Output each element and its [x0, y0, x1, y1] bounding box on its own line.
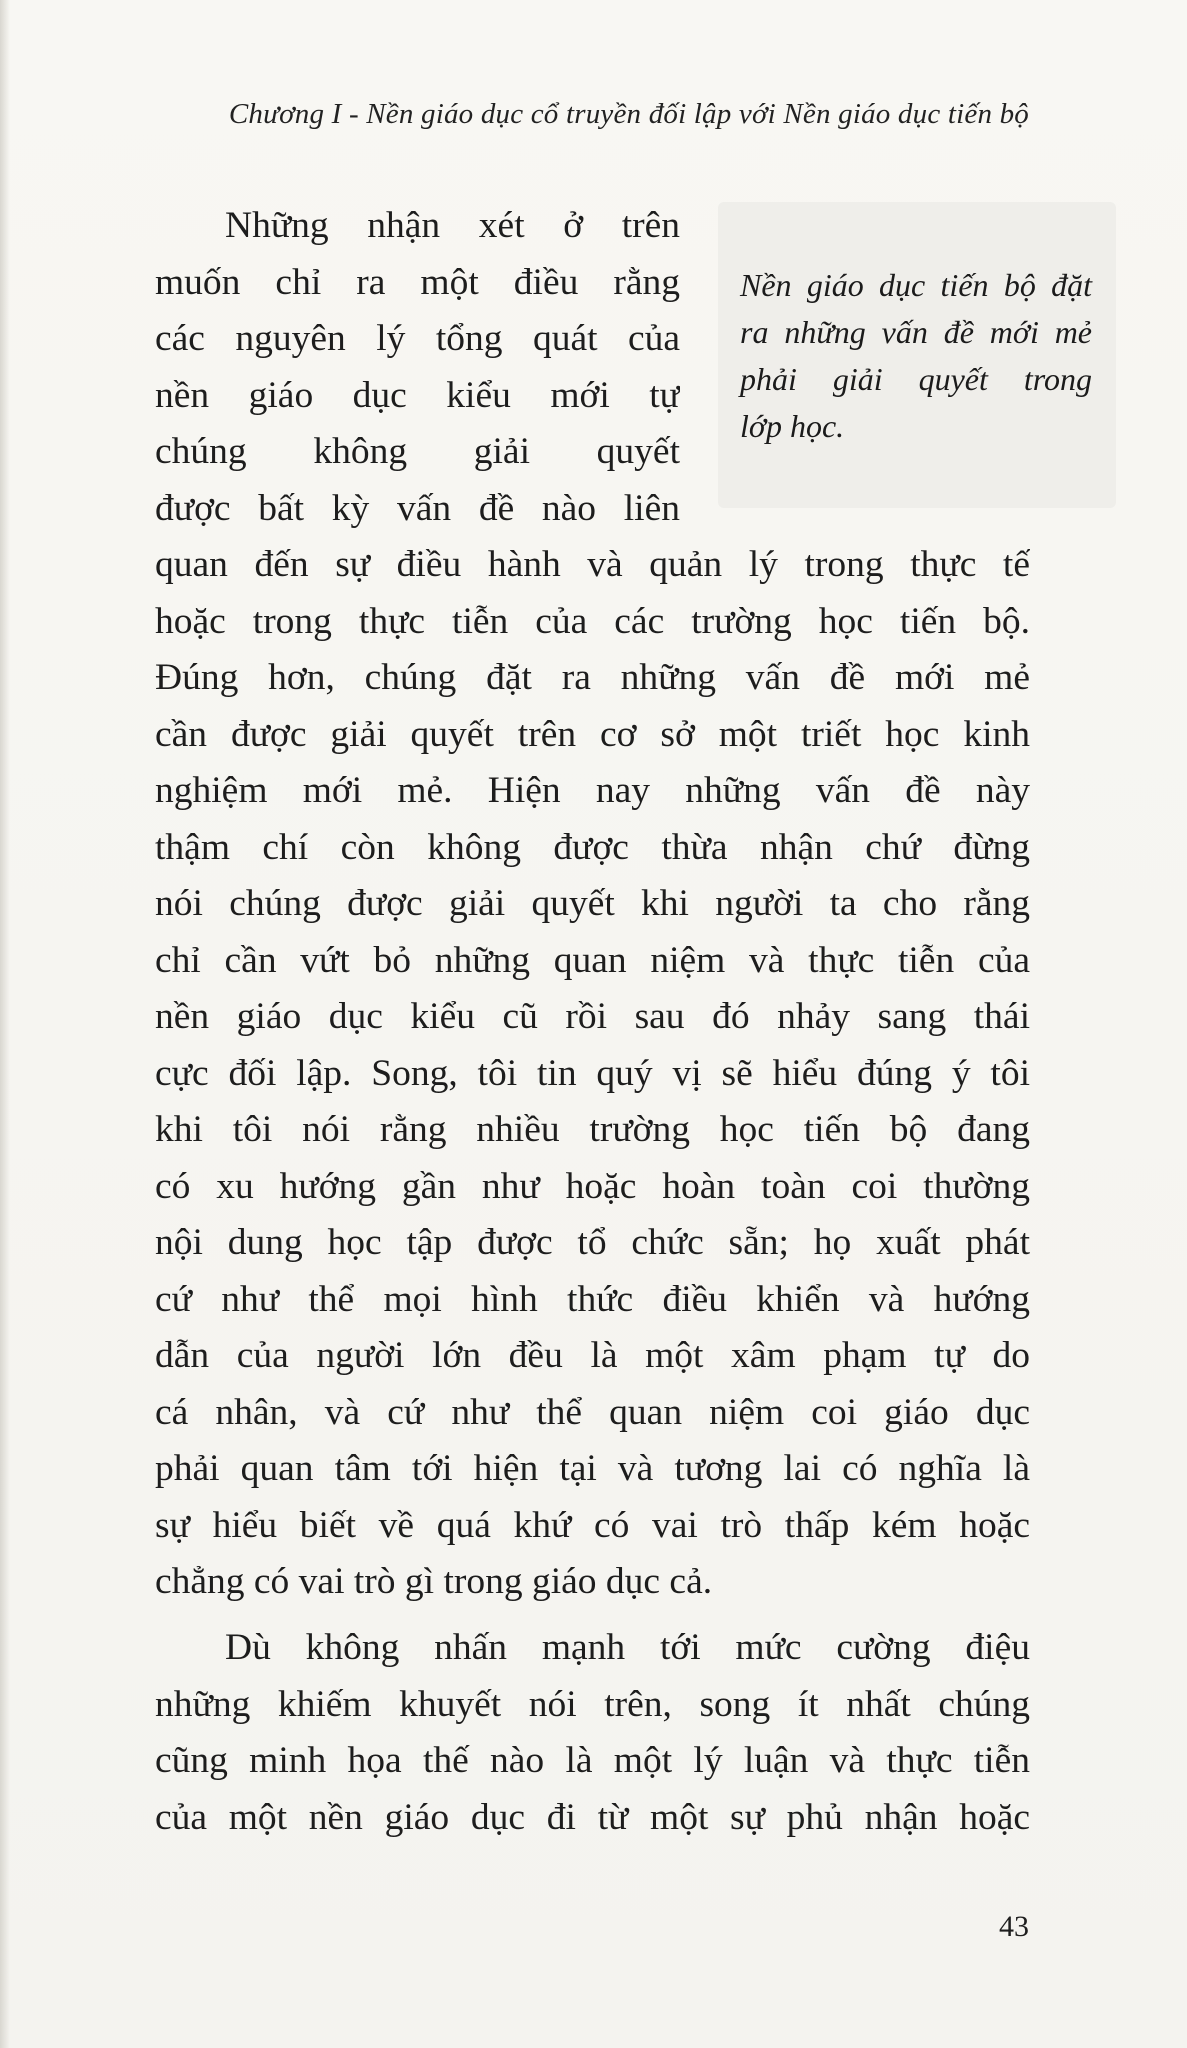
text-line: khi tôi nói rằng nhiều trường học tiến bộ đang — [155, 1109, 1030, 1150]
text-line: nền giáo dục kiểu mới tự — [155, 374, 680, 416]
text-line: cá nhân, và cứ như thể quan niệm coi giáo dục — [155, 1391, 1030, 1433]
text-line: nghiệm mới mẻ. Hiện nay những vấn đề này — [155, 770, 1030, 811]
text-line: dẫn của người lớn đều là một xâm phạm tự do — [155, 1335, 1030, 1376]
text-line: nội dung học tập được tổ chức sẵn; họ xuất phát — [155, 1222, 1030, 1263]
text-line: chỉ cần vứt bỏ những quan niệm và thực tiễn của — [155, 939, 1030, 981]
page-number: 43 — [999, 1910, 1029, 1943]
text-line: chúng không giải quyết — [155, 431, 680, 472]
text-line: các nguyên lý tổng quát của — [155, 318, 680, 359]
text-line: những khiếm khuyết nói trên, song ít nhất chúng — [155, 1683, 1030, 1725]
text-line: thậm chí còn không được thừa nhận chứ đừng — [155, 826, 1030, 868]
text-line: quan đến sự điều hành và quản lý trong thực tế — [155, 544, 1030, 585]
text-line: chẳng có vai trò gì trong giáo dục cả. — [155, 1561, 713, 1602]
text-line: Những nhận xét ở trên — [225, 205, 680, 246]
text-line: cũng minh họa thế nào là một lý luận và thực tiễn — [155, 1740, 1030, 1781]
text-line: sự hiểu biết về quá khứ có vai trò thấp kém hoặc — [155, 1504, 1030, 1546]
margin-note-line: ra những vấn đề mới mẻ — [740, 314, 1092, 350]
text-line: nói chúng được giải quyết khi người ta cho rằng — [155, 883, 1030, 924]
paragraph-2 — [155, 1620, 1030, 1846]
margin-note-line: lớp học. — [740, 408, 845, 444]
margin-note-line: phải giải quyết trong — [740, 361, 1092, 397]
margin-note-line: Nền giáo dục tiến bộ đặt — [740, 267, 1092, 303]
text-line: hoặc trong thực tiễn của các trường học tiến bộ. — [155, 600, 1030, 642]
text-line: Dù không nhấn mạnh tới mức cường điệu — [225, 1627, 1030, 1668]
text-line: có xu hướng gần như hoặc hoàn toàn coi thường — [155, 1165, 1030, 1207]
text-line: cứ như thể mọi hình thức điều khiển và hướng — [155, 1278, 1030, 1320]
text-line: cực đối lập. Song, tôi tin quý vị sẽ hiểu đúng ý tôi — [155, 1052, 1030, 1094]
text-line: Đúng hơn, chúng đặt ra những vấn đề mới mẻ — [155, 657, 1030, 698]
text-line: muốn chỉ ra một điều rằng — [155, 261, 680, 303]
running-head: Chương I - Nền giáo dục cổ truyền đối lập với Nền giáo dục tiến bộ — [228, 98, 1029, 130]
text-line: phải quan tâm tới hiện tại và tương lai có nghĩa là — [155, 1448, 1030, 1489]
text-line: của một nền giáo dục đi từ một sự phủ nhận hoặc — [155, 1796, 1030, 1838]
text-line: được bất kỳ vấn đề nào liên — [155, 487, 680, 529]
text-line: nền giáo dục kiểu cũ rồi sau đó nhảy sang thái — [155, 996, 1030, 1037]
text-line: cần được giải quyết trên cơ sở một triết học kinh — [155, 713, 1030, 755]
paragraph-1 — [155, 198, 1030, 1611]
page-gutter-shadow — [0, 0, 10, 2048]
